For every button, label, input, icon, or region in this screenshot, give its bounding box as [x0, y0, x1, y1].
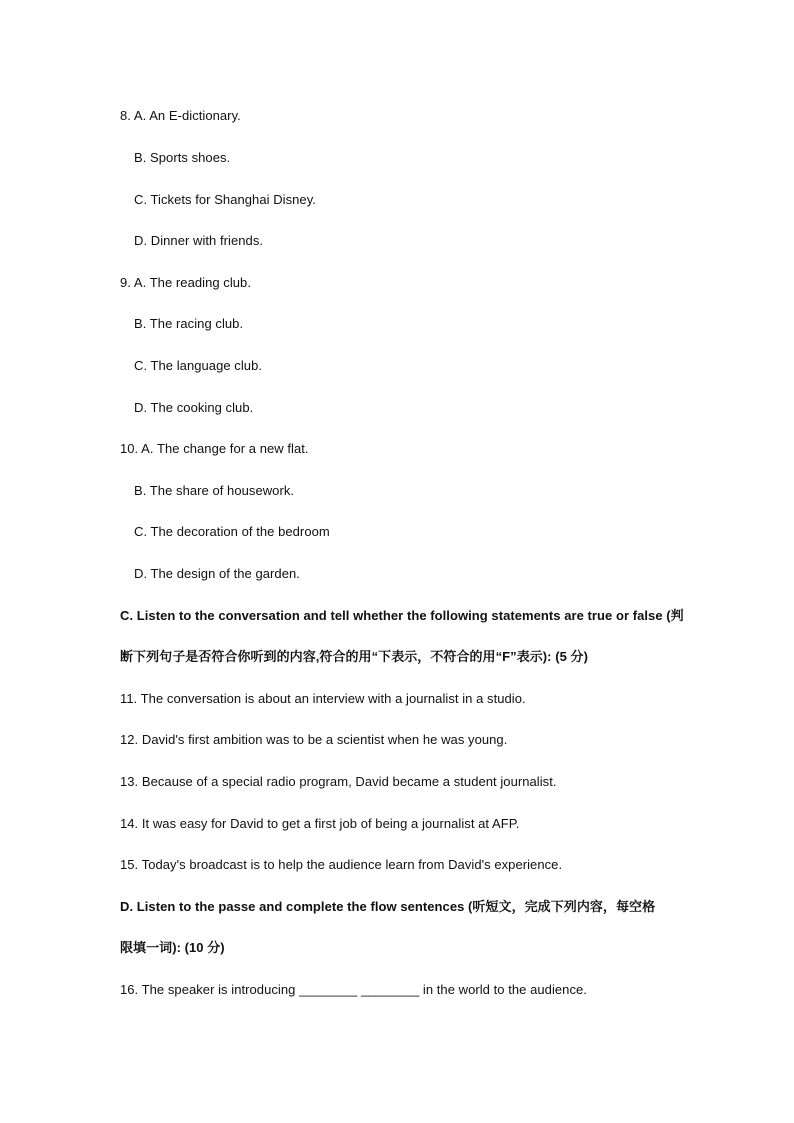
sentence-16: 16. The speaker is introducing ________ ________ in the world to the audience.	[120, 982, 587, 997]
q10-option-c: C. The decoration of the bedroom	[134, 524, 330, 539]
section-d-heading: D. Listen to the passe and complete the flow sentences (听短文，完成下列内容，每空格	[120, 899, 656, 914]
q8-option-d: D. Dinner with friends.	[134, 233, 264, 248]
q8-option-b: B. Sports shoes.	[134, 150, 231, 165]
q9-option-a: 9. A. The reading club.	[120, 275, 251, 290]
statement-11: 11. The conversation is about an interview with a journalist in a studio.	[120, 691, 526, 706]
q9-option-c: C. The language club.	[134, 358, 263, 373]
statement-14: 14. It was easy for David to get a first job of being a journalist at AFP.	[120, 816, 520, 831]
q10-option-a: 10. A. The change for a new flat.	[120, 441, 309, 456]
statement-15: 15. Today's broadcast is to help the audience learn from David's experience.	[120, 857, 563, 872]
section-d-heading-cont: 限填一词): (10 分)	[120, 940, 225, 955]
q8-option-c: C. Tickets for Shanghai Disney.	[134, 192, 316, 207]
q10-option-b: B. The share of housework.	[134, 483, 295, 498]
q9-option-d: D. The cooking club.	[134, 400, 254, 415]
q8-option-a: 8. A. An E-dictionary.	[120, 108, 241, 123]
section-c-heading: C. Listen to the conversation and tell whether the following statements are true or false (判	[120, 608, 684, 623]
statement-13: 13. Because of a special radio program, David became a student journalist.	[120, 774, 557, 789]
q10-option-d: D. The design of the garden.	[134, 566, 300, 581]
statement-12: 12. David's first ambition was to be a scientist when he was young.	[120, 732, 508, 747]
section-c-heading-cont: 断下列句子是否符合你听到的内容,符合的用“下表示，不符合的用“F”表示): (5 分)	[120, 649, 588, 664]
q9-option-b: B. The racing club.	[134, 316, 244, 331]
